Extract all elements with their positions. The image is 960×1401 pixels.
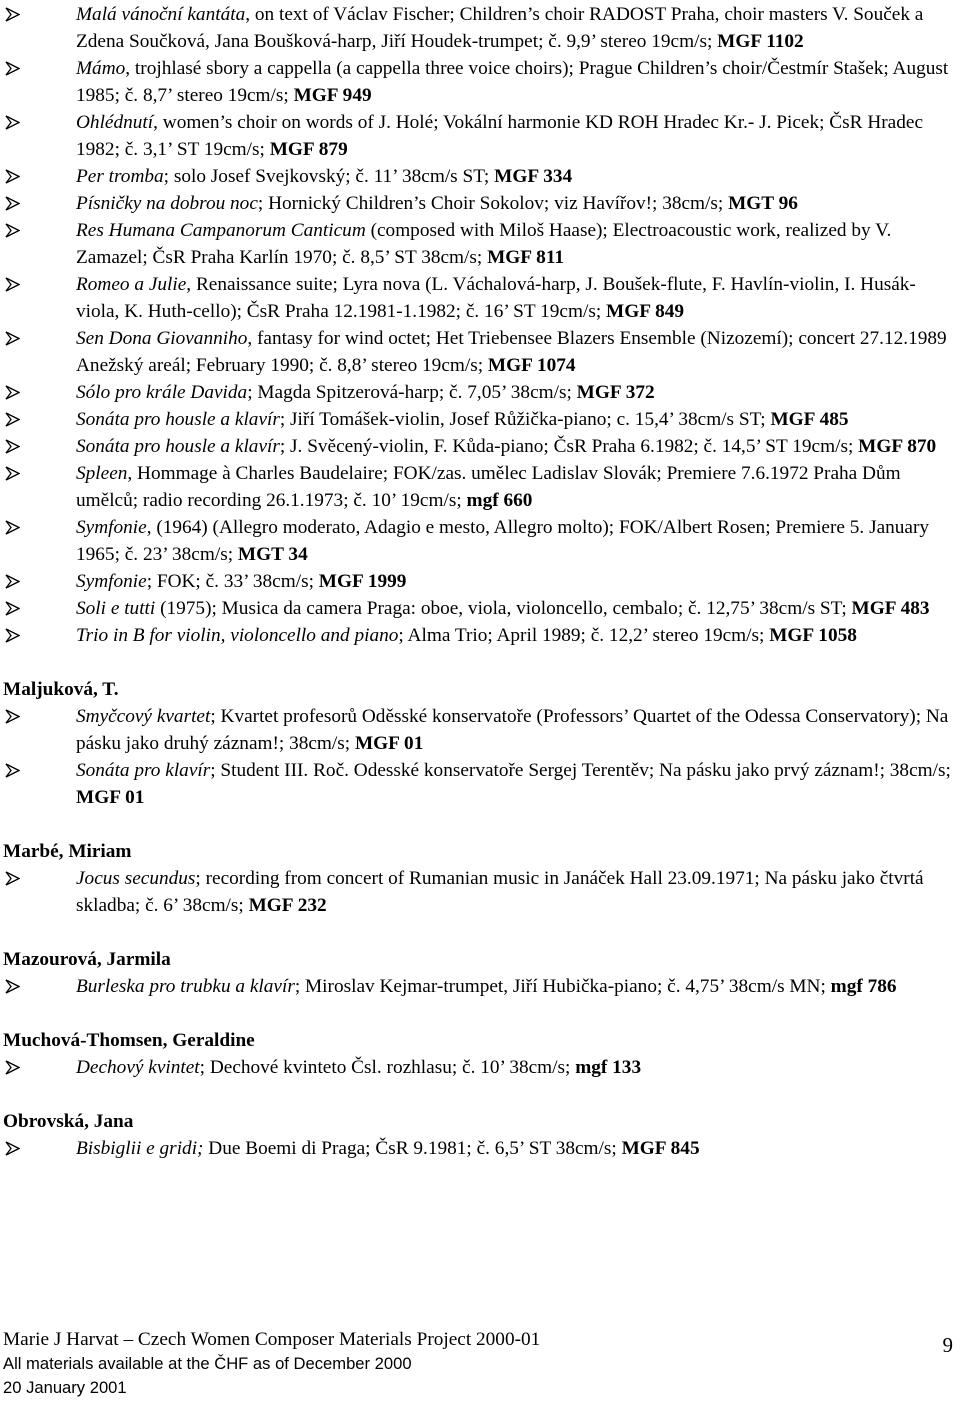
list-item [0,55,960,109]
entry-text: Sólo pro krále Davida; Magda Spitzerová-harp; č. 7,05’ 38cm/s; MGF 372 [76,382,655,403]
entry-text: Sen Dona Giovanniho, fantasy for wind octet; Het Triebensee Blazers Ensemble (Nizozemí); concert 27.12.1989 Anežský areál; February 1990; č. 8,8’ stereo 19cm/s; MGF 1074 [76,328,947,376]
list-item [0,514,960,568]
arrow-bullet-icon [0,433,76,460]
list-item [0,325,960,379]
arrow-bullet-icon [0,1135,76,1162]
list-item [0,190,960,217]
page-footer [3,1328,953,1400]
list-item [0,460,960,514]
section-spacer [0,1000,960,1027]
list-item [0,757,960,811]
arrow-bullet-icon [0,703,76,730]
arrow-bullet-icon [0,163,76,190]
entry-text: Spleen, Hommage à Charles Baudelaire; FOK/zas. umělec Ladislav Slovák; Premiere 7.6.1972 Praha Dům umělců; radio recording 26.1.1973; č. 10’ 19cm/s; mgf 660 [76,463,901,511]
arrow-bullet-icon [0,379,76,406]
entry-text: Sonáta pro housle a klavír; J. Svěcený-violin, F. Kůda-piano; ČsR Praha 6.1982; č. 14,5’ ST 19cm/s; MGF 870 [76,436,937,457]
entry-text: Bisbiglii e gridi; Due Boemi di Praga; ČsR 9.1981; č. 6,5’ ST 38cm/s; MGF 845 [76,1138,700,1159]
arrow-bullet-icon [0,271,76,298]
list-item [0,109,960,163]
composer-heading: Mazourová, Jarmila [3,949,171,970]
composer-heading: Obrovská, Jana [3,1111,134,1132]
section-spacer [0,1081,960,1108]
arrow-bullet-icon [0,1054,76,1081]
footer-availability-line: All materials available at the ČHF as of December 2000 [3,1354,412,1373]
entry-text: Romeo a Julie, Renaissance suite; Lyra nova (L. Váchalová-harp, J. Boušek-flute, F. Havlín-violin, I. Husák-viola, K. Huth-cello); ČsR Praha 12.1981-1.1982; č. 16’ ST 19cm/s; MGF 849 [76,274,916,322]
arrow-bullet-icon [0,622,76,649]
composer-heading: Marbé, Miriam [3,841,132,862]
footer-date-line: 20 January 2001 [3,1378,127,1397]
section-spacer [0,649,960,676]
list-item [0,568,960,595]
list-item [0,595,960,622]
arrow-bullet-icon [0,568,76,595]
footer-project-line: Marie J Harvat – Czech Women Composer Materials Project 2000-01 [3,1329,541,1350]
list-item [0,433,960,460]
list-item [0,703,960,757]
arrow-bullet-icon [0,217,76,244]
list-item [0,217,960,271]
arrow-bullet-icon [0,325,76,352]
entry-text: Soli e tutti (1975); Musica da camera Praga: oboe, viola, violoncello, cembalo; č. 12,75’ 38cm/s ST; MGF 483 [76,598,930,619]
composer-heading: Muchová-Thomsen, Geraldine [3,1030,255,1051]
entry-text: Sonáta pro klavír; Student III. Roč. Odesské konservatoře Sergej Terentěv; Na pásku jako prvý záznam!; 38cm/s; MGF 01 [76,760,951,808]
entry-text: Trio in B for violin, violoncello and piano; Alma Trio; April 1989; č. 12,2’ stereo 19cm/s; MGF 1058 [76,625,857,646]
list-item [0,406,960,433]
list-item [0,622,960,649]
section-spacer [0,919,960,946]
entry-text: Ohlédnutí, women’s choir on words of J. Holé; Vokální harmonie KD ROH Hradec Kr.- J. Picek; ČsR Hradec 1982; č. 3,1’ ST 19cm/s; MGF 879 [76,112,923,160]
arrow-bullet-icon [0,406,76,433]
page-number: 9 [942,1333,953,1357]
list-item [0,379,960,406]
arrow-bullet-icon [0,109,76,136]
arrow-bullet-icon [0,514,76,541]
entry-text: Symfonie, (1964) (Allegro moderato, Adagio e mesto, Allegro molto); FOK/Albert Rosen; Premiere 5. January 1965; č. 23’ 38cm/s; MGT 34 [76,517,930,565]
entry-text: Burleska pro trubku a klavír; Miroslav Kejmar-trumpet, Jiří Hubička-piano; č. 4,75’ 38cm/s MN; mgf 786 [76,976,897,997]
entry-text: Mámo, trojhlasé sbory a cappella (a cappella three voice choirs); Prague Children’s choir/Čestmír Stašek; August 1985; č. 8,7’ stereo 19cm/s; MGF 949 [76,58,949,106]
catalog-content [0,1,960,1162]
list-item [0,973,960,1000]
entry-text: Malá vánoční kantáta, on text of Václav Fischer; Children’s choir RADOST Praha, choir masters V. Souček a Zdena Součková, Jana Boušková-harp, Jiří Houdek-trumpet; č. 9,9’ stereo 19cm/s; MGF 1102 [76,4,924,52]
arrow-bullet-icon [0,1,76,28]
composer-heading: Maljuková, T. [3,679,119,700]
arrow-bullet-icon [0,190,76,217]
entry-text: Smyčcový kvartet; Kvartet profesorů Oděsské konservatoře (Professors’ Quartet of the Odessa Conservatory); Na pásku jako druhý záznam!; 38cm/s; MGF 01 [76,706,949,754]
list-item [0,1,960,55]
arrow-bullet-icon [0,973,76,1000]
document-page [0,1,960,1162]
arrow-bullet-icon [0,595,76,622]
entry-text: Res Humana Campanorum Canticum (composed with Miloš Haase); Electroacoustic work, realized by V. Zamazel; ČsR Praha Karlín 1970; č. 8,5’ ST 38cm/s; MGF 811 [76,220,892,268]
entry-text: Dechový kvintet; Dechové kvinteto Čsl. rozhlasu; č. 10’ 38cm/s; mgf 133 [76,1057,642,1078]
list-item [0,1054,960,1081]
list-item [0,163,960,190]
entry-text: Písničky na dobrou noc; Hornický Children’s Choir Sokolov; viz Havířov!; 38cm/s; MGT 96 [76,193,798,214]
entry-text: Jocus secundus; recording from concert of Rumanian music in Janáček Hall 23.09.1971; Na pásku jako čtvrtá skladba; č. 6’ 38cm/s; MGF 232 [76,868,924,916]
entry-text: Symfonie; FOK; č. 33’ 38cm/s; MGF 1999 [76,571,407,592]
entry-text: Sonáta pro housle a klavír; Jiří Tomášek-violin, Josef Růžička-piano; c. 15,4’ 38cm/s ST; MGF 485 [76,409,849,430]
arrow-bullet-icon [0,460,76,487]
arrow-bullet-icon [0,865,76,892]
arrow-bullet-icon [0,757,76,784]
list-item [0,1135,960,1162]
list-item [0,271,960,325]
section-spacer [0,811,960,838]
list-item [0,865,960,919]
entry-text: Per tromba; solo Josef Svejkovský; č. 11’ 38cm/s ST; MGF 334 [76,166,573,187]
arrow-bullet-icon [0,55,76,82]
